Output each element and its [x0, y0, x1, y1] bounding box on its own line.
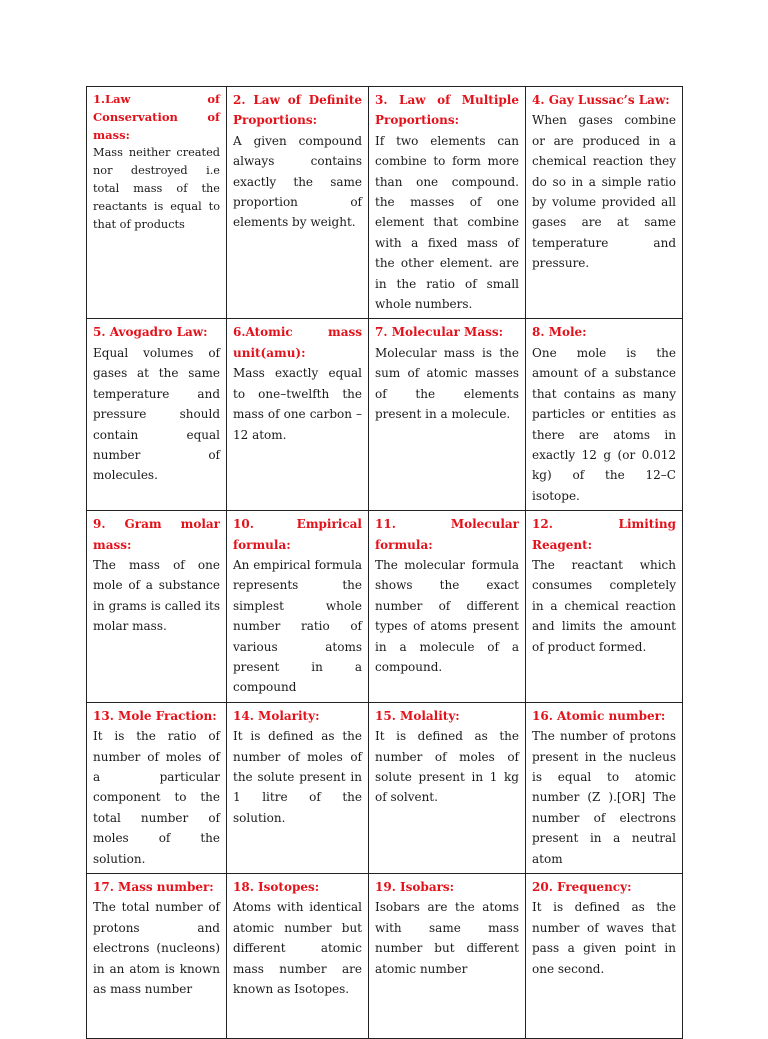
cell-avogadro-law	[87, 319, 227, 511]
term-heading: 8. Mole:	[532, 325, 587, 340]
term-definition: The total number of protons and electrons (nucleons) in an atom is known as mass number	[93, 900, 220, 997]
cell-frequency	[526, 874, 683, 1039]
cell-isobars	[369, 874, 526, 1039]
table-row	[87, 874, 683, 1039]
term-heading: 11. Molecular formula:	[375, 517, 519, 552]
term-definition: If two elements can combine to form more than one compound. the masses of one element that combine with a fixed mass of the other element. are in the ratio of small whole numbers.	[375, 133, 519, 312]
term-definition: One mole is the amount of a substance that contains as many particles or entities as there are atoms in exactly 12 g (or 0.012 kg) of the 12–C isotope.	[532, 345, 676, 503]
term-definition: The molecular formula shows the exact number of different types of atoms present in a molecule of a compound.	[375, 557, 519, 674]
term-heading: 12. Limiting Reagent:	[532, 517, 676, 552]
term-heading: 14. Molarity:	[233, 708, 320, 723]
term-heading: 4. Gay Lussac’s Law:	[532, 93, 670, 107]
term-heading: 15. Molality:	[375, 708, 460, 723]
term-definition: The reactant which consumes completely in a chemical reaction and limits the amount of product formed.	[532, 557, 676, 654]
cell-empirical-formula	[227, 511, 369, 703]
cell-mole-fraction	[87, 702, 227, 873]
term-heading: 5. Avogadro Law:	[93, 325, 208, 340]
table-row	[87, 319, 683, 511]
term-definition: Atoms with identical atomic number but different atomic mass number are known as Isotopes.	[233, 900, 362, 997]
cell-limiting-reagent	[526, 511, 683, 703]
term-heading: 13. Mole Fraction:	[93, 708, 217, 723]
cell-law-of-definite-proportions	[227, 87, 369, 319]
cell-molarity	[227, 702, 369, 873]
term-definition: An empirical formula represents the simplest whole number ratio of various atoms present in a compound	[233, 557, 362, 695]
term-heading: 2. Law of Definite Proportions:	[233, 93, 362, 128]
term-definition: Mass neither created nor destroyed i.e total mass of the reactants is equal to that of products	[93, 146, 220, 231]
cell-gay-lussacs-law	[526, 87, 683, 319]
cell-atomic-number	[526, 702, 683, 873]
term-heading: 18. Isotopes:	[233, 880, 320, 895]
cell-isotopes	[227, 874, 369, 1039]
term-definition: A given compound always contains exactly the same proportion of elements by weight.	[233, 133, 362, 230]
table-row	[87, 87, 683, 319]
cell-gram-molar-mass	[87, 511, 227, 703]
cell-molecular-formula	[369, 511, 526, 703]
term-definition: The mass of one mole of a substance in grams is called its molar mass.	[93, 557, 220, 634]
term-heading: 19. Isobars:	[375, 880, 455, 895]
table-row	[87, 511, 683, 703]
term-definition: Mass exactly equal to one–twelfth the mass of one carbon – 12 atom.	[233, 366, 362, 442]
term-heading: 7. Molecular Mass:	[375, 325, 504, 340]
cell-mass-number	[87, 874, 227, 1039]
term-heading: 17. Mass number:	[93, 880, 214, 895]
term-definition: It is the ratio of number of moles of a particular component to the total number of moles of the solution.	[93, 729, 220, 866]
term-heading: 9. Gram molar mass:	[93, 517, 220, 552]
term-heading: 1.Law of Conservation of mass:	[93, 92, 220, 142]
term-definition: The number of protons present in the nucleus is equal to atomic number (Z ).[OR] The number of electrons present in a neutral atom	[532, 729, 676, 866]
cell-mole	[526, 319, 683, 511]
term-definition: Isobars are the atoms with same mass number but different atomic number	[375, 900, 519, 976]
term-heading: 10. Empirical formula:	[233, 517, 362, 552]
cell-molecular-mass	[369, 319, 526, 511]
table-row	[87, 702, 683, 873]
definitions-table	[86, 86, 683, 1039]
cell-molality	[369, 702, 526, 873]
cell-law-of-multiple-proportions	[369, 87, 526, 319]
term-definition: It is defined as the number of moles of the solute present in 1 litre of the solution.	[233, 729, 362, 825]
cell-law-of-conservation-of-mass	[87, 87, 227, 319]
term-definition: Equal volumes of gases at the same temperature and pressure should contain equal number of molecules.	[93, 345, 220, 483]
term-heading: 16. Atomic number:	[532, 708, 666, 723]
term-definition: It is defined as the number of moles of solute present in 1 kg of solvent.	[375, 729, 519, 805]
term-heading: 6.Atomic mass unit(amu):	[233, 325, 362, 360]
cell-atomic-mass-unit	[227, 319, 369, 511]
term-heading: 3. Law of Multiple Proportions:	[375, 93, 519, 128]
term-definition: It is defined as the number of waves that pass a given point in one second.	[532, 900, 676, 976]
term-heading: 20. Frequency:	[532, 880, 632, 895]
term-definition: Molecular mass is the sum of atomic masses of the elements present in a molecule.	[375, 345, 519, 422]
term-definition: When gases combine or are produced in a chemical reaction they do so in a simple ratio by volume provided all gases are at same temperature and pressure.	[532, 113, 676, 271]
